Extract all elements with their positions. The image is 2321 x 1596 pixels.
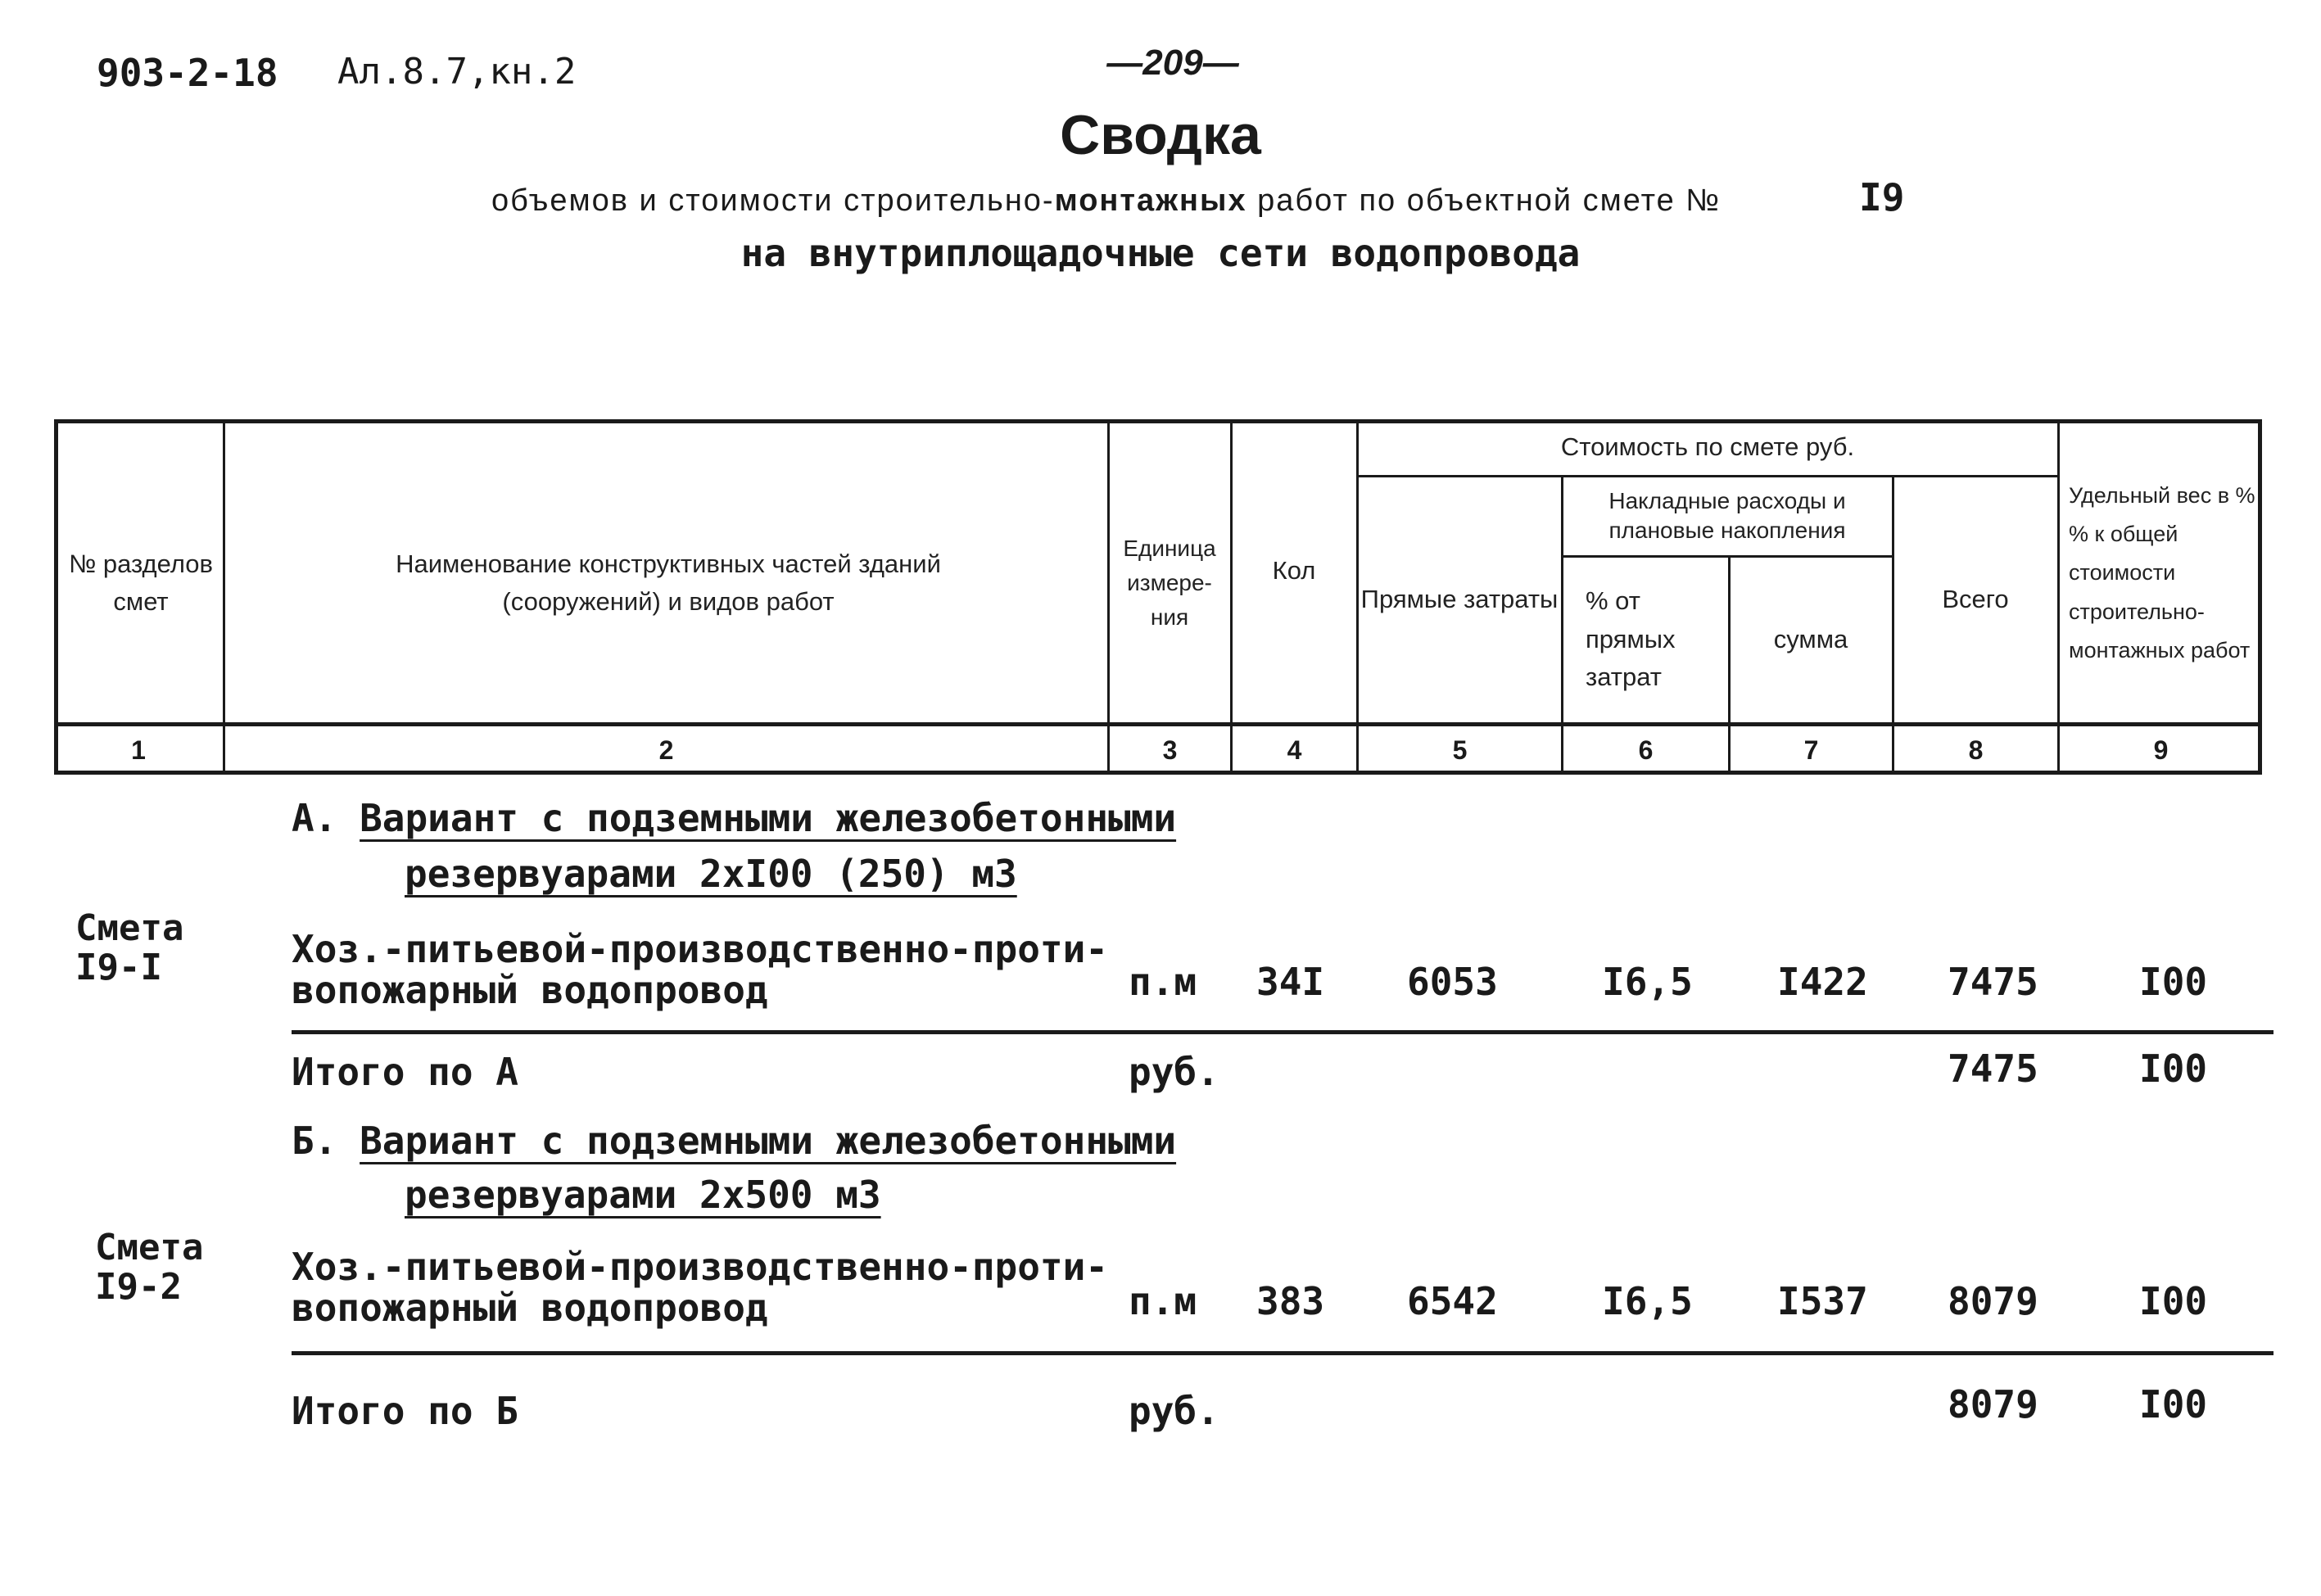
col-number: 2 xyxy=(658,735,674,765)
total-b-unit: руб. xyxy=(1129,1389,1219,1433)
subtitle-part2: работ по объектной смете № xyxy=(1246,183,1722,218)
row-b-direct: 6542 xyxy=(1407,1279,1498,1323)
section-a-title-line1: Вариант с подземными железобетонными xyxy=(360,796,1177,840)
header-col-total: Всего xyxy=(1942,584,2009,613)
header-col-section-no: № разделов смет xyxy=(69,549,213,616)
total-a-weight: I00 xyxy=(2139,1047,2208,1091)
total-a-label: Итого по А xyxy=(292,1050,518,1094)
header-group-cost: Стоимость по смете руб. xyxy=(1560,432,1855,461)
subtitle-part1: объемов и стоимости строительно- xyxy=(491,183,1055,218)
page-number: —209— xyxy=(1106,43,1239,83)
header-col-unit: Единица измере-ния xyxy=(1123,536,1216,630)
subtitle-network: на внутриплощадочные сети водопровода xyxy=(740,231,1581,275)
total-b-weight: I00 xyxy=(2139,1382,2208,1426)
section-b-rule xyxy=(292,1351,2273,1355)
work-b-line1: Хоз.-питьевой-производственно-проти- xyxy=(292,1245,1108,1289)
col-number: 9 xyxy=(2153,735,2169,765)
section-a-rule xyxy=(292,1030,2273,1034)
section-a-heading-line2 xyxy=(405,852,1017,896)
col-number: 3 xyxy=(1162,735,1178,765)
row-a-unit: п.м xyxy=(1129,960,1197,1004)
work-a-line2: вопожарный водопровод xyxy=(292,968,768,1012)
col-number: 1 xyxy=(131,735,146,765)
row-a-qty: 34I xyxy=(1256,960,1325,1004)
header-col-name: Наименование конструктивных частей зданий (сооружений) и видов работ xyxy=(396,549,941,616)
section-a-title-line2: резервуарами 2хI00 (250) м3 xyxy=(405,852,1017,896)
total-b-label: Итого по Б xyxy=(292,1389,518,1433)
section-a-heading xyxy=(292,796,1176,840)
header-col-qty: Кол xyxy=(1272,555,1316,585)
section-b-letter: Б. xyxy=(292,1119,337,1163)
section-b-title-line2: резервуарами 2х500 м3 xyxy=(405,1173,881,1217)
header-col-overhead-sum: сумма xyxy=(1773,624,1848,653)
page-title: Сводка xyxy=(1060,104,1261,166)
album-reference: Ал.8.7,кн.2 xyxy=(337,51,577,93)
col-number: 8 xyxy=(1968,735,1984,765)
header-col-percent: % от прямых затрат xyxy=(1586,586,1676,692)
row-b-qty: 383 xyxy=(1256,1279,1325,1323)
header-col-direct: Прямые затраты xyxy=(1360,584,1559,613)
work-a-name xyxy=(292,929,1108,1010)
smeta-number: I9 xyxy=(1859,175,1905,219)
smeta-a-label xyxy=(75,909,183,988)
work-a-line1: Хоз.-питьевой-производственно-проти- xyxy=(292,927,1108,971)
smeta-a-label-line2: I9-I xyxy=(75,947,162,988)
header-col-weight: Удельный вес в % % к общей стоимости строительно-монтажных работ xyxy=(2069,482,2255,662)
col-number: 7 xyxy=(1803,735,1819,765)
col-divider xyxy=(1230,419,1233,775)
section-b-title-line1: Вариант с подземными железобетонными xyxy=(360,1119,1177,1163)
col-number: 5 xyxy=(1452,735,1468,765)
total-a-unit: руб. xyxy=(1129,1050,1219,1094)
col-divider xyxy=(1356,419,1359,775)
col-divider xyxy=(2057,419,2060,775)
smeta-b-label-line1: Смета xyxy=(95,1227,204,1268)
document-code: 903-2-18 xyxy=(97,51,278,95)
section-b-heading xyxy=(292,1119,1176,1163)
table-header xyxy=(54,419,2262,775)
header-group-overhead: Накладные расходы и плановые накопления xyxy=(1608,487,1846,543)
row-a-direct: 6053 xyxy=(1407,960,1498,1004)
row-a-weight: I00 xyxy=(2139,960,2208,1004)
total-a-value: 7475 xyxy=(1948,1047,2038,1091)
work-b-name xyxy=(292,1246,1108,1328)
row-b-unit: п.м xyxy=(1129,1279,1197,1323)
section-b-heading-line2 xyxy=(405,1173,881,1217)
row-a-total: 7475 xyxy=(1948,960,2038,1004)
smeta-b-label xyxy=(95,1228,203,1307)
row-b-overhead-sum: I537 xyxy=(1777,1279,1868,1323)
section-a-letter: А. xyxy=(292,796,337,840)
row-b-total: 8079 xyxy=(1948,1279,2038,1323)
smeta-b-label-line2: I9-2 xyxy=(95,1266,182,1308)
row-b-percent: I6,5 xyxy=(1602,1279,1693,1323)
col-divider xyxy=(1107,419,1110,775)
work-b-line2: вопожарный водопровод xyxy=(292,1286,768,1330)
row-a-percent: I6,5 xyxy=(1602,960,1693,1004)
col-number: 4 xyxy=(1287,735,1302,765)
col-divider xyxy=(223,419,225,775)
col-number: 6 xyxy=(1638,735,1654,765)
smeta-a-label-line1: Смета xyxy=(75,907,184,949)
row-b-weight: I00 xyxy=(2139,1279,2208,1323)
total-b-value: 8079 xyxy=(1948,1382,2038,1426)
row-a-overhead-sum: I422 xyxy=(1777,960,1868,1004)
subtitle-bold: монтажных xyxy=(1054,183,1247,218)
subtitle xyxy=(491,183,1721,219)
